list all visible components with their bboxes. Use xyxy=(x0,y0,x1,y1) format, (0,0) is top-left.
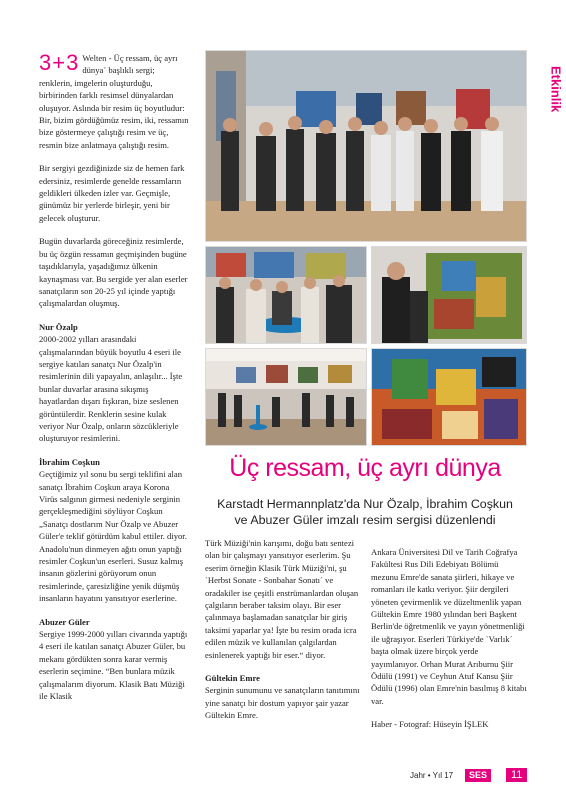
left-column xyxy=(39,52,189,703)
paragraph: Bugün duvarlarda göreceğiniz resimlerde, bu üç özgün ressamın geçmişinden bugüne taşıdıklarıyla, yaşadığımız ülkenin kaynaşması var. Bu sergide yer alan eserler sanatçıların son 20-25 yıl içinde yaptığı çalışmalardan oluşmuş. xyxy=(39,236,188,309)
table-photo xyxy=(205,246,367,344)
paragraph: Türk Müziği'nin karışımı, doğu batı sentezi olan bir çalışmayı yansıtıyor eserlerim. Şu eserim örneğin Klasik Türk Müziği'ni, şu `Herbst Sonate - Sonbahar Sonatı´ ve oradakiler ise çeşitli enstrümanlardan oluşan çalgıların beraber taksim olayı. Bir eser çalınmaya başlamadan sanatçılar bir giriş taksimi yaparlar ya! İşte bu resim orada icra edilen müzik ve kullanılan çalgılardan esinlenerek yaptığı bir eser.“ diyor. xyxy=(205,538,359,660)
right-column xyxy=(371,546,527,742)
brand-logo: SES xyxy=(465,769,491,782)
paragraph: Geçtiğimiz yıl sonu bu sergi teklifini alan sanatçı İbrahim Coşkun araya Korona Virüs salgının girmesi nedeniyle serginin gerçekleşmediğini söylüyor Coşkun „Sanatçı dostlarım Nur Özalp ve Abuzer Güler'e teklif götürdüm kabul ettiler. diyor. Anadolu'nun dinmeyen ağıtı onun yaptığı resimler Coşkun'un eserleri. Susuz kalmış insanın gözlerini görüyorum onun resimlerinde, çaresizliğine yenik düşmüş insanların hayatını yansıtıyor eserlerine. xyxy=(39,469,187,604)
dropcap: 3+3 xyxy=(39,50,80,75)
paragraph: Sergiye 1999-2000 yılları civarında yaptığı 4 eseri ile katılan sanatçı Abuzer Güler, bu mekanı gördükten sonra karar vermiş eserlerin seçimine. “Ben bunlara müzik çalışmalarım diyorum. Klasik Batı Müziği ile Klasik xyxy=(39,629,188,702)
painting-photo xyxy=(371,348,527,446)
section-heading-gultekin: Gültekin Emre xyxy=(205,673,260,684)
section-heading-ibrahim: İbrahim Coşkun xyxy=(39,456,100,467)
paragraph: Bir sergiyi gezdiğinizde siz de hemen fark edersiniz, resimlerde genelde ressamların geldikleri ülkeden izler var. Geçmişle, günümüz bir yerlerde birleşir, yeni bir gelecek oluşturur. xyxy=(39,163,185,223)
page-number: 11 xyxy=(506,768,527,782)
photo-credit: Haber - Fotograf: Hüseyin İŞLEK xyxy=(371,719,489,730)
paragraph: Serginin sunumunu ve sanatçıların tanıtımını yine sanatçı bir dostum yapıyor şair yazar Gültekin Emre. xyxy=(205,685,360,721)
section-heading-abuzer: Abuzer Güler xyxy=(39,616,90,627)
article-subtitle: Karstadt Hermannplatz'da Nur Özalp, İbrahim Coşkun ve Abuzer Güler imzalı resim sergisi düzenlendi xyxy=(217,497,513,527)
paragraph: 2000-2002 yılları arasındaki çalışmalarından büyük boyutlu 4 eseri ile sergiye katılan sanatçı Nur Özalp'in resimlerinin dili yapayalın, anlaşılır... İşte bunlar duvarlar arasına sıkışmış hayatlardan dışarı fışkıran, bize seslenen görüntülerdir. Renklerin sesine kulak veriyor Nur Özalp, onların sözcükleriyle oluşturuyor resimlerini. xyxy=(39,334,183,444)
issue-label: Jahr • Yıl 17 xyxy=(410,771,454,780)
paragraph: Ankara Üniversitesi Dil ve Tarih Coğrafya Fakültesi Rus Dili Edebiyatı Bölümü mezunu Emre'de sanata şiirleri, hikaye ve romanları ile katkı veriyor. Şiir dergileri yöneten çevirmenlik ve düzeltmenlik yapan Gültekin Emre 1980 yılından beri Başkent Berlin'de öğretmenlik ve yayın yönetmenliği ile uğraşıyor. Eserleri Türkiye'de `Varlık´ başta olmak üzere birçok yerde yayımlanıyor. Orhan Murat Arıburnu Şiir Ödülü (1991) ve Ceyhun Atuf Kansu Şiir Ödülü (1996) olan Emre'nin basılmış 8 kitabı var. xyxy=(371,547,527,706)
intro-paragraph: 3+3 Welten - Üç ressam, üç ayrı dünya´ başlıklı sergi; renklerin, imgelerin oluşturduğu, birbirinden farklı resimsel dünyalardan oluşuyor. Aslında bir resim üç boyutludur: Bir, bizim gördüğümüz resim, iki, ressamın bize göstermeye çalıştığı resim ve üç, resmin bize anlatmaya çalıştığı resim. xyxy=(39,50,189,150)
section-tab xyxy=(544,66,566,136)
group-photo xyxy=(205,50,527,242)
artist-with-painting-photo xyxy=(371,246,527,344)
section-tab-label: Etkinlik xyxy=(548,66,563,113)
article-title: Üç ressam, üç ayrı dünya xyxy=(229,454,501,482)
section-heading-nur: Nur Özalp xyxy=(39,321,78,332)
middle-column xyxy=(205,537,361,733)
gallery-photo xyxy=(205,348,367,446)
footer xyxy=(410,769,550,783)
